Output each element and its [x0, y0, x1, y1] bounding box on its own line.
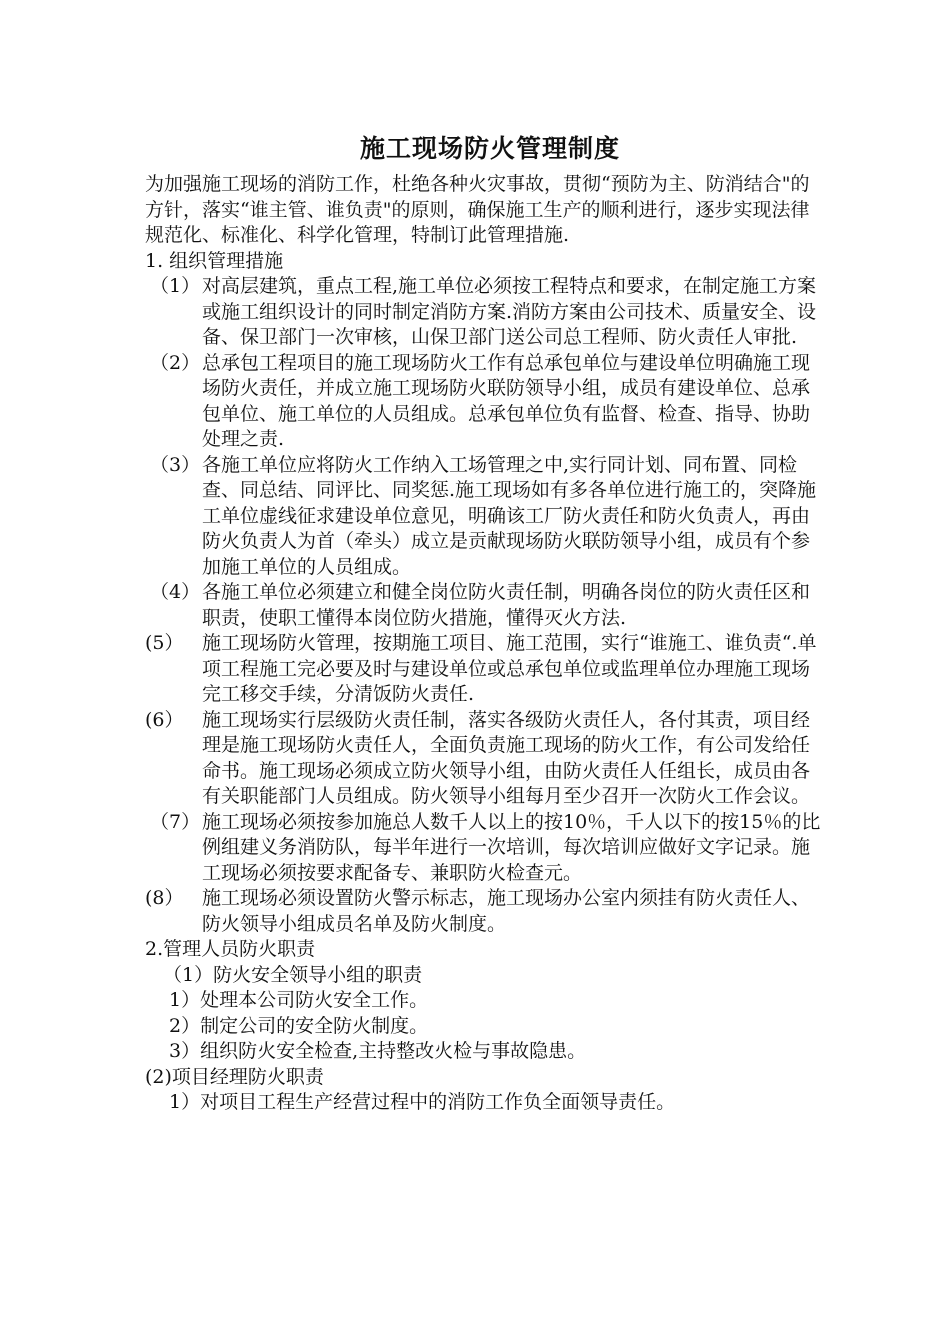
item-text: 施工现场防火管理，按期施工项目、施工范围，实行“谁施工、谁负责“.单项工程施工完必要及时与建设单位或总承包单位或监理单位办理施工现场完工移交手续，分清饭防火责任.	[202, 632, 817, 705]
section-1-heading: 1. 组织管理措施	[145, 249, 284, 272]
section-1-item-6	[145, 708, 825, 810]
item-number: (5）	[145, 632, 184, 654]
item-text: 总承包工程项目的施工现场防火工作有总承包单位与建设单位明确施工现场防火责任，并成立施工现场防火联防领导小组，成员有建设单位、总承包单位、施工单位的人员组成。总承包单位负有监督、检查、指导、协助处理之责.	[202, 351, 811, 450]
section-2-sub-1-item-3: 3）组织防火安全检查,主持整改火检与事故隐患。	[169, 1040, 587, 1062]
section-2-sub-1-heading: （1）防火安全领导小组的职责	[163, 963, 423, 986]
item-text: 施工现场实行层级防火责任制，落实各级防火责任人，各付其责，项目经理是施工现场防火责任人，全面负责施工现场的防火工作，有公司发给任命书。施工现场必须成立防火领导小组，由防火责任人任组长，成员由各有关职能部门人员组成。防火领导小组每月至少召开一次防火工作会议。	[202, 708, 811, 807]
item-number: （4）	[150, 581, 201, 603]
item-text: 各施工单位必须建立和健全岗位防火责任制，明确各岗位的防火责任区和职责，使职工懂得本岗位防火措施，懂得灭火方法.	[202, 581, 811, 629]
item-text: 施工现场必须按参加施总人数千人以上的按10％，千人以下的按15％的比例组建义务消防队，每半年进行一次培训，每次培训应做好文字记录。施工现场必须按要求配备专、兼职防火检查元。	[202, 810, 821, 884]
intro-paragraph: 为加强施工现场的消防工作，杜绝各种火灾事故，贯彻“预防为主、防消结合"的方针，落实“谁主管、谁负责"的原则，确保施工生产的顺利进行，逐步实现法律规范化、标准化、科学化管理，特制订此管理措施.	[145, 173, 810, 246]
section-2-sub-2-item-1: 1）对项目工程生产经营过程中的消防工作负全面领导责任。	[169, 1091, 676, 1113]
document-title: 施工现场防火管理制度	[359, 134, 620, 163]
document-page	[145, 132, 825, 1116]
item-number: （2）	[150, 351, 201, 374]
section-1-item-2	[145, 351, 825, 453]
item-number: （7）	[150, 810, 201, 833]
section-2-sub-1-item-2: 2）制定公司的安全防火制度。	[169, 1014, 429, 1037]
item-number: (6）	[145, 708, 184, 731]
section-1-item-3	[145, 453, 825, 581]
item-number: (8）	[145, 887, 184, 909]
section-2-heading: 2.管理人员防火职责	[145, 938, 316, 960]
item-number: （1）	[150, 275, 201, 297]
section-2-sub-2-heading: (2)项目经理防火职责	[145, 1065, 324, 1088]
section-1-item-1	[145, 274, 825, 351]
item-text: 施工现场必须设置防火警示标志，施工现场办公室内须挂有防火责任人、防火领导小组成员名单及防火制度。	[202, 887, 811, 935]
item-number: （3）	[150, 453, 201, 476]
section-1-item-8	[145, 886, 825, 937]
section-1-item-5	[145, 631, 825, 708]
item-text: 各施工单位应将防火工作纳入工场管理之中,实行同计划、同布置、同检查、同总结、同评比、同奖惩.施工现场如有多各单位进行施工的，突降施工单位虚线征求建设单位意见，明确该工厂防火责任和防火负责人，再由防火负责人为首（牵头）成立是贡献现场防火联防领导小组，成员有个参加施工单位的人员组成。	[202, 453, 817, 578]
section-1-item-4	[145, 580, 825, 631]
section-2-sub-1-item-1: 1）处理本公司防火安全工作。	[169, 989, 429, 1011]
item-text: 对高层建筑，重点工程,施工单位必须按工程特点和要求，在制定施工方案或施工组织设计的同时制定消防方案.消防方案由公司技术、质量安全、设备、保卫部门一次审核，山保卫部门送公司总工程师、防火责任人审批.	[202, 275, 817, 348]
section-1-item-7	[145, 810, 825, 887]
